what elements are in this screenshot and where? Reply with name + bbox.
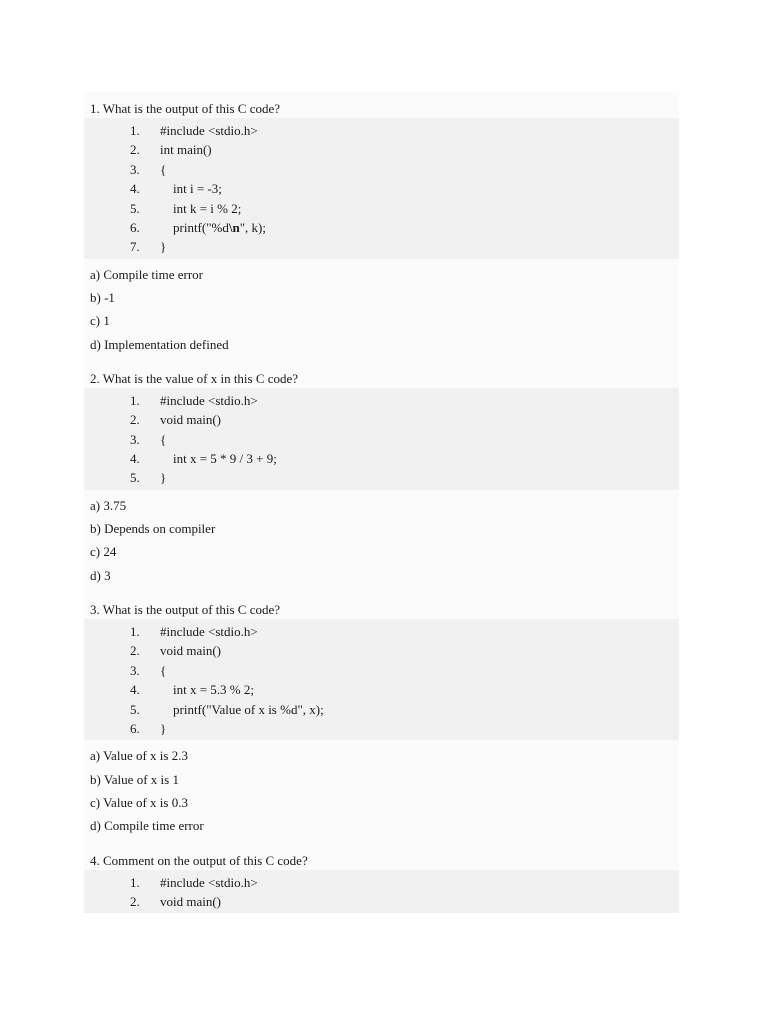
code-text: } [160, 470, 167, 486]
answer-option: b) -1 [90, 290, 115, 306]
code-line [84, 410, 679, 429]
code-text: void main() [160, 643, 222, 659]
code-text: int k = i % 2; [160, 200, 242, 216]
code-line [84, 430, 679, 449]
code-text: } [160, 721, 167, 737]
code-text: #include <stdio.h> [160, 123, 258, 138]
line-number: 3. [130, 161, 140, 177]
answer-option: b) Value of x is 1 [90, 771, 179, 787]
line-number: 4. [130, 451, 140, 467]
answer-option: a) Compile time error [90, 266, 203, 282]
document-content [84, 92, 679, 913]
question-block [84, 844, 679, 914]
code-listing [84, 388, 679, 490]
code-line [84, 700, 679, 719]
code-listing [84, 619, 679, 740]
question-block [84, 362, 679, 593]
answer-option: c) Value of x is 0.3 [90, 795, 188, 810]
code-text: #include <stdio.h> [160, 624, 258, 640]
code-text: int x = 5 * 9 / 3 + 9; [160, 451, 277, 467]
question-prompt: 3. What is the output of this C code? [90, 602, 281, 618]
line-number: 2. [130, 643, 140, 659]
line-number: 3. [130, 431, 140, 447]
code-listing [84, 870, 679, 914]
code-line [84, 218, 679, 237]
code-text: void main() [160, 412, 222, 428]
code-line [84, 160, 679, 179]
code-line [84, 237, 679, 256]
line-number: 5. [130, 200, 140, 216]
answer-options [84, 490, 679, 593]
code-text: } [160, 239, 167, 255]
line-number: 6. [130, 721, 140, 737]
code-line [84, 641, 679, 660]
code-text: { [160, 161, 167, 177]
code-line [84, 391, 679, 410]
code-line [84, 892, 679, 911]
code-text: #include <stdio.h> [160, 392, 258, 408]
line-number: 3. [130, 662, 140, 678]
line-number: 1. [130, 624, 140, 640]
answer-option: c) 24 [90, 544, 117, 560]
question-prompt: 1. What is the output of this C code? [90, 101, 281, 116]
code-text: int i = -3; [160, 181, 222, 197]
code-line [84, 199, 679, 218]
line-number: 4. [130, 682, 140, 698]
code-line [84, 449, 679, 468]
line-number: 5. [130, 470, 140, 486]
code-line [84, 121, 679, 140]
code-text: { [160, 431, 167, 447]
line-number: 7. [130, 239, 140, 255]
answer-option: c) 1 [90, 313, 110, 329]
question-block [84, 593, 679, 844]
line-number: 5. [130, 701, 140, 717]
answer-option: a) 3.75 [90, 497, 127, 513]
line-number: 2. [130, 412, 140, 428]
code-line [84, 468, 679, 487]
answer-option: d) Implementation defined [90, 336, 229, 352]
code-listing [84, 118, 679, 259]
line-number: 4. [130, 181, 140, 197]
code-line [84, 661, 679, 680]
code-text: printf("%d\n", k); [160, 219, 266, 235]
question-prompt: 4. Comment on the output of this C code? [90, 852, 308, 868]
question-prompt: 2. What is the value of x in this C code? [90, 370, 299, 386]
code-text: int main() [160, 142, 212, 158]
code-line [84, 622, 679, 641]
line-number: 6. [130, 219, 140, 235]
line-number: 2. [130, 893, 140, 909]
code-text: #include <stdio.h> [160, 874, 258, 890]
code-text: int x = 5.3 % 2; [160, 682, 254, 698]
answer-option: b) Depends on compiler [90, 521, 216, 537]
line-number: 2. [130, 142, 140, 158]
answer-options [84, 740, 679, 843]
question-block [84, 92, 679, 362]
answer-option: d) Compile time error [90, 818, 204, 834]
code-line [84, 179, 679, 198]
code-line [84, 873, 679, 892]
code-text: printf("Value of x is %d", x); [160, 701, 324, 717]
escape-sequence: \n [228, 219, 240, 235]
code-line [84, 140, 679, 159]
answer-option: d) 3 [90, 567, 111, 583]
line-number: 1. [130, 874, 140, 890]
line-number: 1. [130, 123, 140, 138]
code-text: { [160, 662, 167, 678]
line-number: 1. [130, 392, 140, 408]
code-text: void main() [160, 893, 222, 909]
answer-options [84, 259, 679, 362]
code-line [84, 719, 679, 738]
code-line [84, 680, 679, 699]
answer-option: a) Value of x is 2.3 [90, 748, 188, 764]
